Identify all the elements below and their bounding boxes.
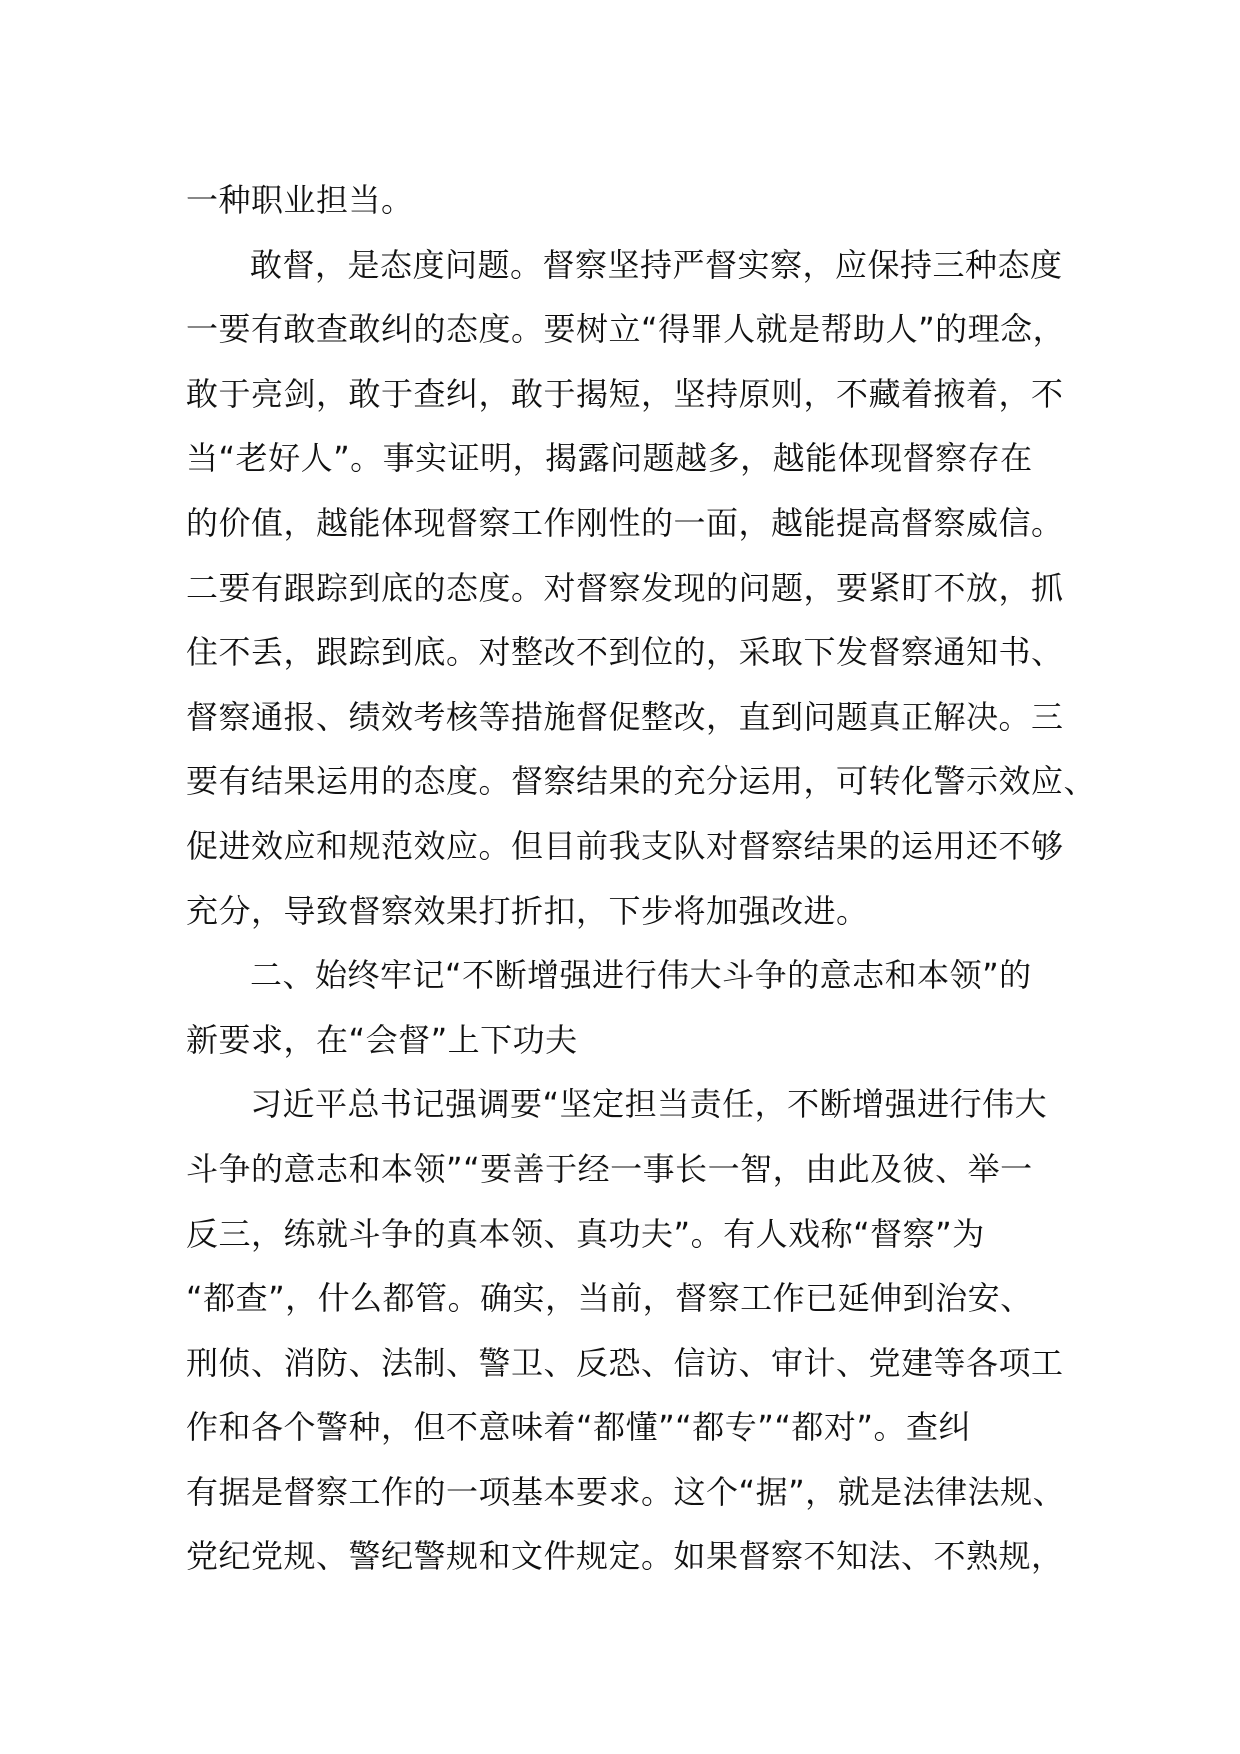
text-line: 一种职业担当。 bbox=[186, 181, 414, 219]
text-line: 当“老好人”。事实证明，揭露问题越多，越能体现督察存在 bbox=[186, 439, 1033, 478]
text-line: 刑侦、消防、法制、警卫、反恐、信访、审计、党建等各项工 bbox=[186, 1343, 1064, 1382]
text-line: 要有结果运用的态度。督察结果的充分运用，可转化警示效应、 bbox=[186, 762, 1097, 801]
section-heading-line: 二、始终牢记“不断增强进行伟大斗争的意志和本领”的 bbox=[250, 956, 1032, 995]
text-line: 二要有跟踪到底的态度。对督察发现的问题，要紧盯不放，抓 bbox=[186, 568, 1064, 607]
text-line: “都查”，什么都管。确实，当前，督察工作已延伸到治安、 bbox=[186, 1279, 1033, 1318]
section-heading-line: 新要求，在“会督”上下功夫 bbox=[186, 1020, 578, 1059]
text-line: 斗争的意志和本领”“要善于经一事长一智，由此及彼、举一 bbox=[186, 1149, 1033, 1188]
paragraph-start-line: 敢督，是态度问题。督察坚持严督实察，应保持三种态度 bbox=[250, 245, 1063, 284]
text-line: 督察通报、绩效考核等措施督促整改，直到问题真正解决。三 bbox=[186, 697, 1064, 736]
text-line: 反三，练就斗争的真本领、真功夫”。有人戏称“督察”为 bbox=[186, 1214, 985, 1253]
text-line: 敢于亮剑，敢于查纠，敢于揭短，坚持原则，不藏着掖着，不 bbox=[186, 374, 1064, 413]
text-line: 促进效应和规范效应。但目前我支队对督察结果的运用还不够 bbox=[186, 826, 1064, 865]
text-line: 的价值，越能体现督察工作刚性的一面，越能提高督察威信。 bbox=[186, 503, 1064, 542]
text-line: 党纪党规、警纪警规和文件规定。如果督察不知法、不熟规， bbox=[186, 1537, 1064, 1576]
text-line: 住不丢，跟踪到底。对整改不到位的，采取下发督察通知书、 bbox=[186, 633, 1064, 672]
text-line: 作和各个警种，但不意味着“都懂”“都专”“都对”。查纠 bbox=[186, 1408, 971, 1447]
body-text bbox=[186, 168, 1097, 1589]
paragraph-start-line: 习近平总书记强调要“坚定担当责任，不断增强进行伟大 bbox=[250, 1085, 1048, 1124]
text-line: 一要有敢查敢纠的态度。要树立“得罪人就是帮助人”的理念， bbox=[186, 310, 1066, 349]
text-line: 充分，导致督察效果打折扣，下步将加强改进。 bbox=[186, 891, 869, 930]
text-line: 有据是督察工作的一项基本要求。这个“据”，就是法律法规、 bbox=[186, 1472, 1066, 1511]
